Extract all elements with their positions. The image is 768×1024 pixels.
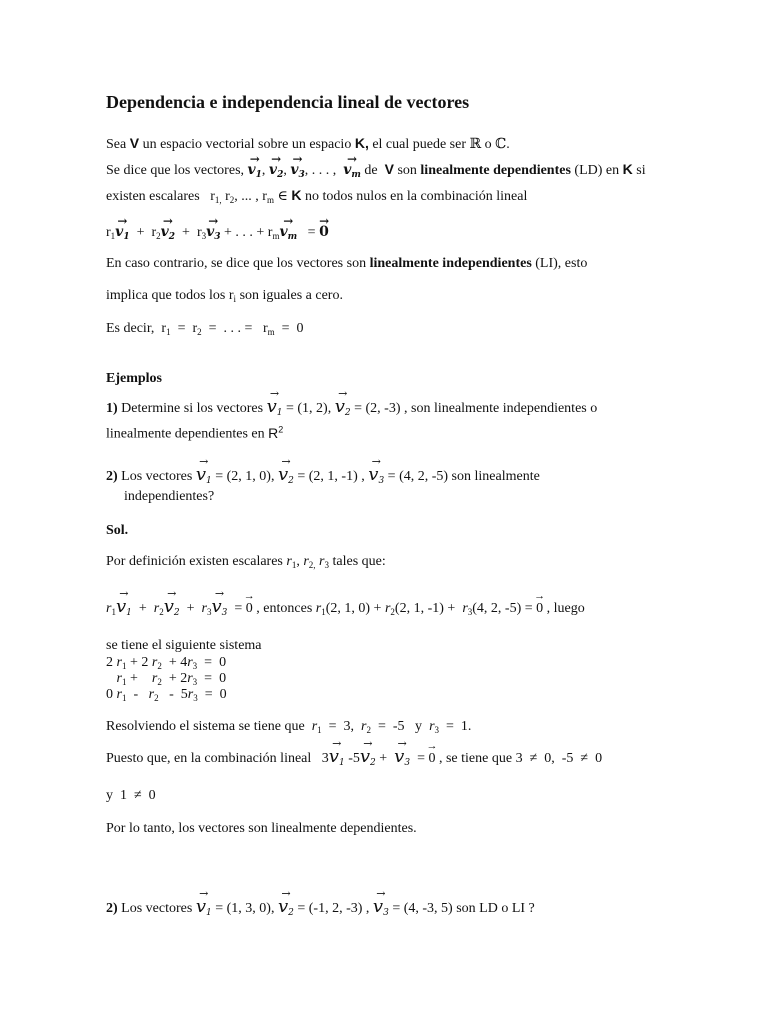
- text: existen escalares: [106, 189, 200, 204]
- text: de: [364, 163, 378, 178]
- text: = (4, -3, 5) son LD o LI ?: [392, 901, 535, 916]
- text: Determine si los vectores: [121, 401, 264, 416]
- text: , se tiene que 3 ≠ 0, -5 ≠ 0: [438, 751, 603, 766]
- vector-v3: → $v_3$: [373, 898, 389, 922]
- example-number: 1): [106, 401, 118, 416]
- term-ld: linealmente dependientes: [420, 163, 571, 178]
- vector-v1: → $v_1$: [196, 466, 212, 490]
- symbol-V: V: [129, 135, 140, 151]
- section-ejemplos: Ejemplos: [106, 371, 162, 386]
- zero-vector: → 0: [428, 750, 435, 768]
- page-title: Dependencia e independencia lineal de vectores: [106, 92, 470, 112]
- text: = (-1, 2, -3) ,: [297, 901, 370, 916]
- text: = (2, -3) , son linealmente independientes o: [354, 401, 598, 416]
- system-eq-1: 2 $r_1 + 2$ $r_2 + 4r_3 = 0$: [106, 655, 227, 671]
- vector-list: → $v_1$, → $v_2$, → $v_3$, . . . , → $v_m$: [248, 163, 365, 178]
- text: o: [484, 137, 492, 152]
- vector-v3: → $v_3$: [368, 466, 384, 490]
- example-2-line-2: independientes?: [124, 489, 215, 504]
- text: Puesto que, en la combinación lineal: [106, 751, 312, 766]
- text: = (2, 1, 0),: [215, 469, 275, 484]
- li-implication: implica que todos los $r_i$ son iguales a cero.: [106, 288, 343, 304]
- expression: $r_1\to v_1 + r_2\to v_2 + r_3\to v_3$ + . . . + $r_m\to v_m$ =: [106, 225, 319, 240]
- term-li: linealmente independientes: [369, 256, 532, 271]
- text: Los vectores: [121, 469, 193, 484]
- text: , entonces $r_1(2$, 1, $0) + r_2(2$, 1, $-1) + r_3(4$, 2, -5) =: [256, 601, 537, 617]
- text: son: [397, 163, 417, 178]
- text: Se dice que los vectores,: [106, 163, 245, 178]
- symbol-K: K: [291, 187, 302, 203]
- example-2: [106, 466, 540, 490]
- scalars: $r_{1,}$ $r_2$, ... , $r_m$ ∈: [210, 189, 288, 205]
- symbol-V: V: [384, 161, 394, 177]
- text: Los vectores: [121, 901, 193, 916]
- vector-v1: → $v_1$: [196, 898, 212, 922]
- symbol-K: K: [622, 161, 633, 177]
- text: linealmente dependientes en: [106, 426, 265, 442]
- es-decir: Es decir, $r_1 = r_2$ = . . . = $r_m = 0$: [106, 321, 304, 337]
- li-definition: [106, 255, 587, 273]
- text: En caso contrario, se dice que los vectores son: [106, 256, 367, 271]
- vector-v2: → $v_2$: [335, 398, 351, 422]
- example-1-line-2: [106, 420, 283, 444]
- conclusion: Por lo tanto, los vectores son linealmente dependientes.: [106, 821, 417, 836]
- vector-v2: → $v_2$: [278, 466, 294, 490]
- definition-line-2: [106, 160, 646, 184]
- text: Sea: [106, 137, 127, 152]
- system-intro: se tiene el siguiente sistema: [106, 638, 262, 653]
- definition-line-1: [106, 134, 510, 154]
- example-number: 2): [106, 901, 118, 916]
- symbol-R2: $R^2$: [268, 424, 284, 441]
- text: = (1, 2),: [285, 401, 332, 416]
- linear-combination: [106, 223, 329, 246]
- lhs: $r_1\to v_1 + r_2\to v_2 + r_3\to v_3$ =: [106, 601, 246, 616]
- example-number: 2): [106, 469, 118, 484]
- definition-scalars: Por definición existen escalares $r_1$, $r_{2,}$ $r_3$ tales que:: [106, 554, 386, 570]
- zero-vector: → 0: [246, 600, 253, 618]
- symbol-C: ℂ.: [495, 137, 510, 152]
- text: el cual puede ser: [372, 137, 467, 152]
- text: (LI), esto: [535, 256, 588, 271]
- zero-vector: → 0: [319, 223, 329, 241]
- text: no todos nulos en la combinación lineal: [304, 189, 528, 204]
- symbol-K: K,: [354, 135, 369, 151]
- vector-v1: → $v_1$: [267, 398, 283, 422]
- text: = (4, 2, -5) son linealmente: [387, 469, 540, 484]
- system-eq-2: $r_1$ + $r_2 + 2r_3 = 0$: [116, 671, 227, 687]
- expression: $3\to v_1$ $-5\to v_2$ + → $v_3$ =: [322, 751, 429, 766]
- example-1: [106, 398, 597, 422]
- example-3: [106, 898, 535, 922]
- system-eq-3: 0 $r_1 - r_2 - 5r_3 = 0$: [106, 687, 227, 703]
- combination-equation: [106, 598, 585, 622]
- y-1-nonzero: y 1 ≠ 0: [106, 788, 156, 803]
- text: un espacio vectorial sobre un espacio: [142, 137, 352, 152]
- zero-vector: → 0: [536, 600, 543, 618]
- text: (LD) en: [574, 163, 620, 178]
- text: = (1, 3, 0),: [215, 901, 275, 916]
- vector-v2: → $v_2$: [278, 898, 294, 922]
- symbol-R: ℝ: [469, 137, 482, 152]
- text: = (2, 1, -1) ,: [297, 469, 365, 484]
- resolution: Resolviendo el sistema se tiene que $r_1 = 3$, $r_2 = -5$ y $r_3 = 1$.: [106, 719, 472, 735]
- puesto-que: [106, 748, 602, 772]
- text: si: [636, 163, 646, 178]
- solution-label: Sol.: [106, 523, 129, 538]
- text: , luego: [546, 601, 585, 616]
- definition-line-3: [106, 186, 527, 209]
